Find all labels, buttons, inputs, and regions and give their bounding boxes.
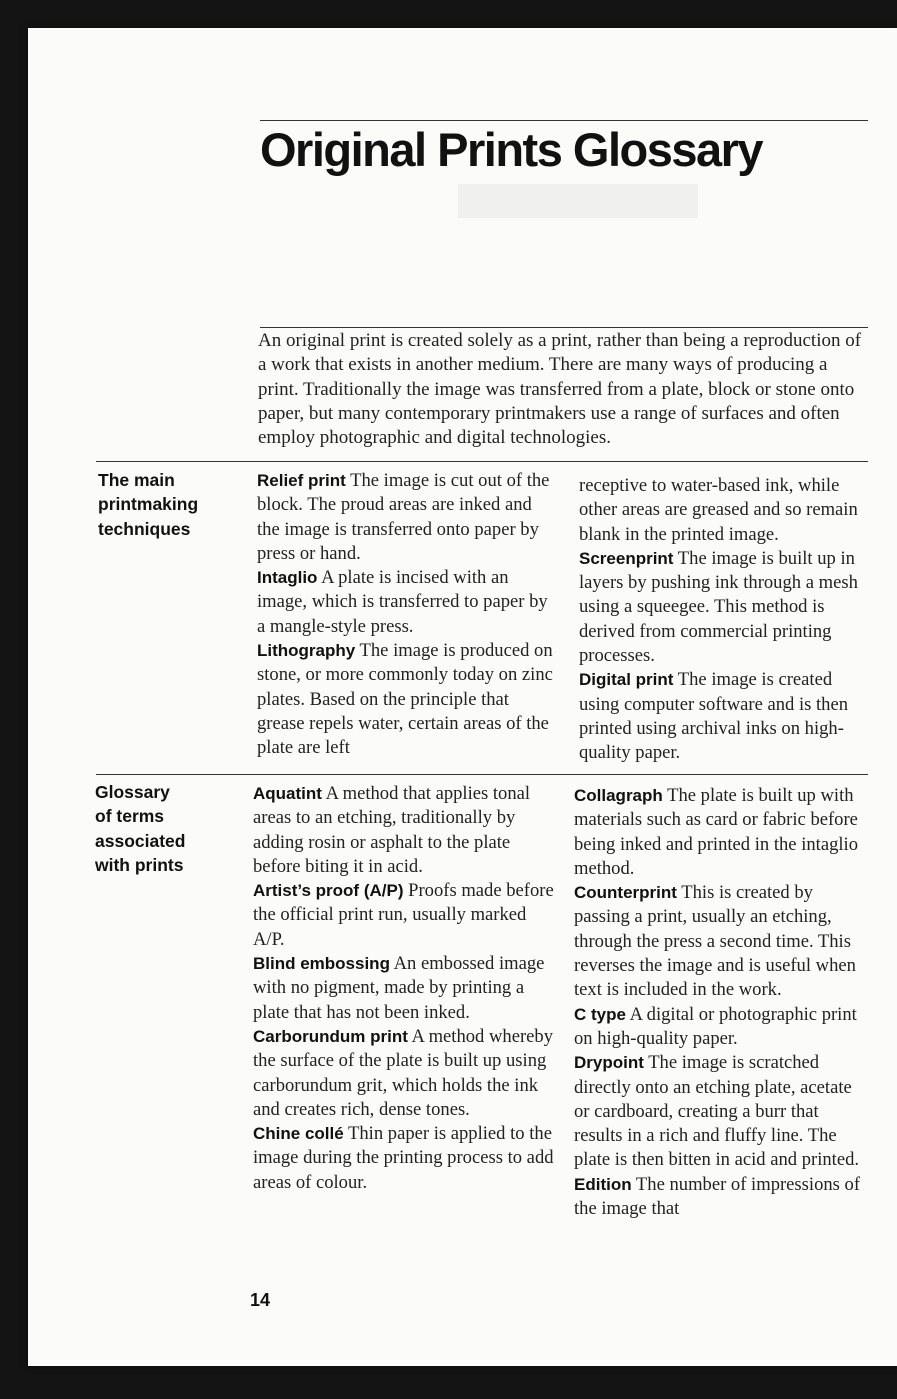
entry-definition: receptive to water-based ink, while other areas are greased and so remain blank in the printed image. (579, 475, 858, 545)
techniques-heading: The main printmaking techniques (98, 470, 199, 539)
entry-definition: A plate is incised with an image, which is transferred to paper by a mangle-style press. (257, 567, 548, 637)
glossary-entry (253, 879, 558, 952)
intro-rule (260, 327, 868, 328)
entry-term: Blind embossing (253, 954, 390, 974)
entry-definition: The image is scratched directly onto an etching plate, acetate or cardboard, creating a burr that results in a rich and fluffy line. The plate is then bitten in acid and printed. (574, 1052, 860, 1171)
techniques-rule (96, 461, 868, 462)
glossary-entry (574, 1003, 868, 1052)
entry-term: Aquatint (253, 784, 322, 803)
glossary-entry (574, 1173, 868, 1222)
glossary-entry (257, 639, 557, 760)
glossary-entry (579, 668, 868, 765)
entry-term: Artist’s proof (A/P) (253, 881, 404, 901)
glossary-entry (253, 1122, 558, 1195)
entry-term: Carborundum print (253, 1026, 408, 1046)
entry-definition: Proofs made before the official print run, usually marked A/P. (253, 880, 554, 950)
entry-term: Collagraph (574, 786, 663, 805)
glossary-left-column (253, 782, 558, 1195)
page-number: 14 (250, 1290, 271, 1310)
entry-term: Relief print (257, 471, 346, 490)
top-rule (260, 120, 868, 121)
entry-term: Digital print (579, 670, 674, 690)
entry-definition: The image is produced on stone, or more commonly today on zinc plates. Based on the principle that grease repels water, certain areas of the plate are left (257, 640, 553, 759)
glossary-entry (257, 469, 557, 566)
entry-definition: An embossed image with no pigment, made by printing a plate that has not been inked. (253, 953, 545, 1023)
glossary-heading: Glossary of terms associated with prints (95, 782, 186, 875)
entry-term: Edition (574, 1174, 632, 1194)
glossary-entry (579, 474, 868, 547)
glossary-entry (253, 782, 558, 879)
glossary-entry (253, 952, 558, 1025)
techniques-right-column (579, 474, 868, 766)
glossary-rule (96, 774, 868, 775)
entry-term: Chine collé (253, 1124, 344, 1144)
entry-definition: The image is built up in layers by pushing ink through a mesh using a squeegee. This method is derived from commercial printing processes. (579, 547, 858, 667)
entry-term: Screenprint (579, 548, 674, 568)
entry-term: Counterprint (574, 883, 677, 903)
entry-definition: The image is cut out of the block. The proud areas are inked and the image is transferred onto paper by press or hand. (257, 470, 550, 564)
entry-definition: The plate is built up with materials such as card or fabric before being inked and printed in the intaglio method. (574, 785, 859, 879)
glossary-entry (574, 784, 868, 881)
page (28, 28, 897, 1366)
entry-definition: Thin paper is applied to the image during the printing process to add areas of colour. (253, 1123, 554, 1193)
entry-term: Intaglio (257, 568, 318, 588)
glossary-entry (574, 1051, 868, 1172)
entry-term: C type (574, 1004, 626, 1024)
entry-definition: The number of impressions of the image that (574, 1173, 861, 1220)
entry-definition: This is created by passing a print, usually an etching, through the press a second time. This reverses the image and is useful when text is included in the work. (574, 882, 856, 1001)
intro-paragraph: An original print is created solely as a print, rather than being a reproduction of a work that exists in another medium. There are many ways of producing a print. Traditionally the image was transferred from a plate, block or stone onto paper, but many contemporary printmakers use a range of surfaces and often employ photographic and digital technologies. (258, 330, 862, 449)
entry-definition: A method that applies tonal areas to an etching, traditionally by adding rosin or asphalt to the plate before biting it in acid. (253, 783, 531, 877)
techniques-left-column (257, 469, 557, 761)
entry-definition: The image is created using computer software and is then printed using archival inks on high-quality paper. (579, 669, 849, 764)
entry-term: Lithography (257, 641, 356, 661)
show-through-shadow (458, 176, 698, 226)
glossary-entry (257, 566, 557, 639)
glossary-right-column (574, 784, 868, 1221)
glossary-entry (574, 881, 868, 1002)
page-title: Original Prints Glossary (260, 123, 763, 176)
entry-term: Drypoint (574, 1053, 644, 1073)
entry-definition: A method whereby the surface of the plate is built up using carborundum grit, which holds the ink and creates rich, dense tones. (253, 1025, 554, 1120)
glossary-entry (253, 1025, 558, 1122)
glossary-entry (579, 547, 868, 668)
entry-definition: A digital or photographic print on high-quality paper. (574, 1003, 857, 1049)
